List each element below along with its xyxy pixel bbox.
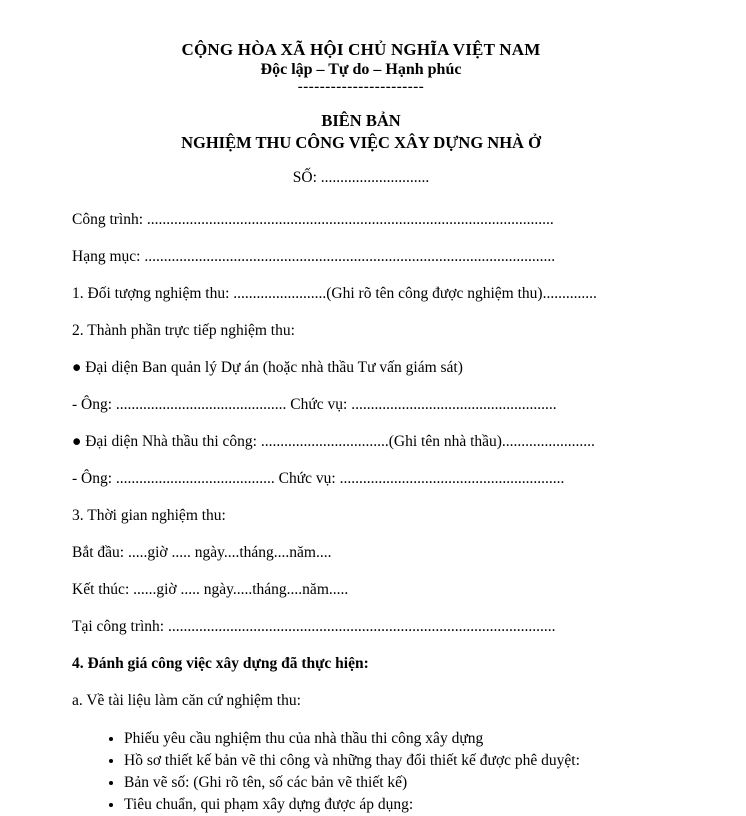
national-motto: Độc lập – Tự do – Hạnh phúc — [260, 61, 462, 78]
document-title-line2: NGHIỆM THU CÔNG VIỆC XÂY DỰNG NHÀ Ở — [181, 133, 541, 152]
party-ban-quan-ly: ● Đại diện Ban quản lý Dự án (hoặc nhà thầu Tư vấn giám sát) — [72, 359, 463, 376]
document-body — [72, 210, 650, 816]
field-ong-chuc-vu-1: - Ông: ............................................ Chức vụ: ..................................................... — [72, 396, 557, 413]
field-tai-cong-trinh: Tại công trình: .................................................................................................... — [72, 618, 556, 635]
section-3-thoi-gian: 3. Thời gian nghiệm thu: — [72, 507, 226, 524]
party-nha-thau: ● Đại diện Nhà thầu thi công: .................................(Ghi tên nhà thầu)........................ — [72, 433, 595, 450]
list-item: • Phiếu yêu cầu nghiệm thu của nhà thầu thi công xây dựng — [124, 728, 650, 750]
field-hang-muc: Hạng mục: .......................................................................................................... — [72, 248, 556, 265]
section-2-thanh-phan: 2. Thành phần trực tiếp nghiệm thu: — [72, 322, 295, 339]
header-divider-dashes: ----------------------- — [297, 79, 425, 95]
field-bat-dau: Bắt đầu: .....giờ ..... ngày....tháng....năm.... — [72, 544, 332, 561]
section-1-doi-tuong: 1. Đối tượng nghiệm thu: ........................(Ghi rõ tên công được nghiệm thu).............. — [72, 285, 597, 302]
field-ong-chuc-vu-2: - Ông: ......................................... Chức vụ: .......................................................... — [72, 470, 565, 487]
document-number-line: SỐ: ............................ — [292, 169, 430, 186]
field-ket-thuc: Kết thúc: ......giờ ..... ngày.....tháng....năm..... — [72, 581, 349, 598]
list-item: • Hồ sơ thiết kế bản vẽ thi công và những thay đổi thiết kế được phê duyệt: — [124, 750, 650, 772]
subsection-a-tai-lieu: a. Về tài liệu làm căn cứ nghiệm thu: — [72, 692, 301, 709]
section-4-danh-gia: 4. Đánh giá công việc xây dựng đã thực hiện: — [72, 655, 369, 672]
republic-title: CỘNG HÒA XÃ HỘI CHỦ NGHĨA VIỆT NAM — [181, 40, 541, 59]
list-item: • Tiêu chuẩn, qui phạm xây dựng được áp dụng: — [124, 794, 650, 816]
reference-document-list — [72, 728, 650, 816]
document-title-line1: BIÊN BẢN — [321, 111, 401, 130]
list-item: • Bản vẽ số: (Ghi rõ tên, số các bản vẽ thiết kế) — [124, 772, 650, 794]
field-cong-trinh: Công trình: ......................................................................................................... — [72, 211, 554, 228]
